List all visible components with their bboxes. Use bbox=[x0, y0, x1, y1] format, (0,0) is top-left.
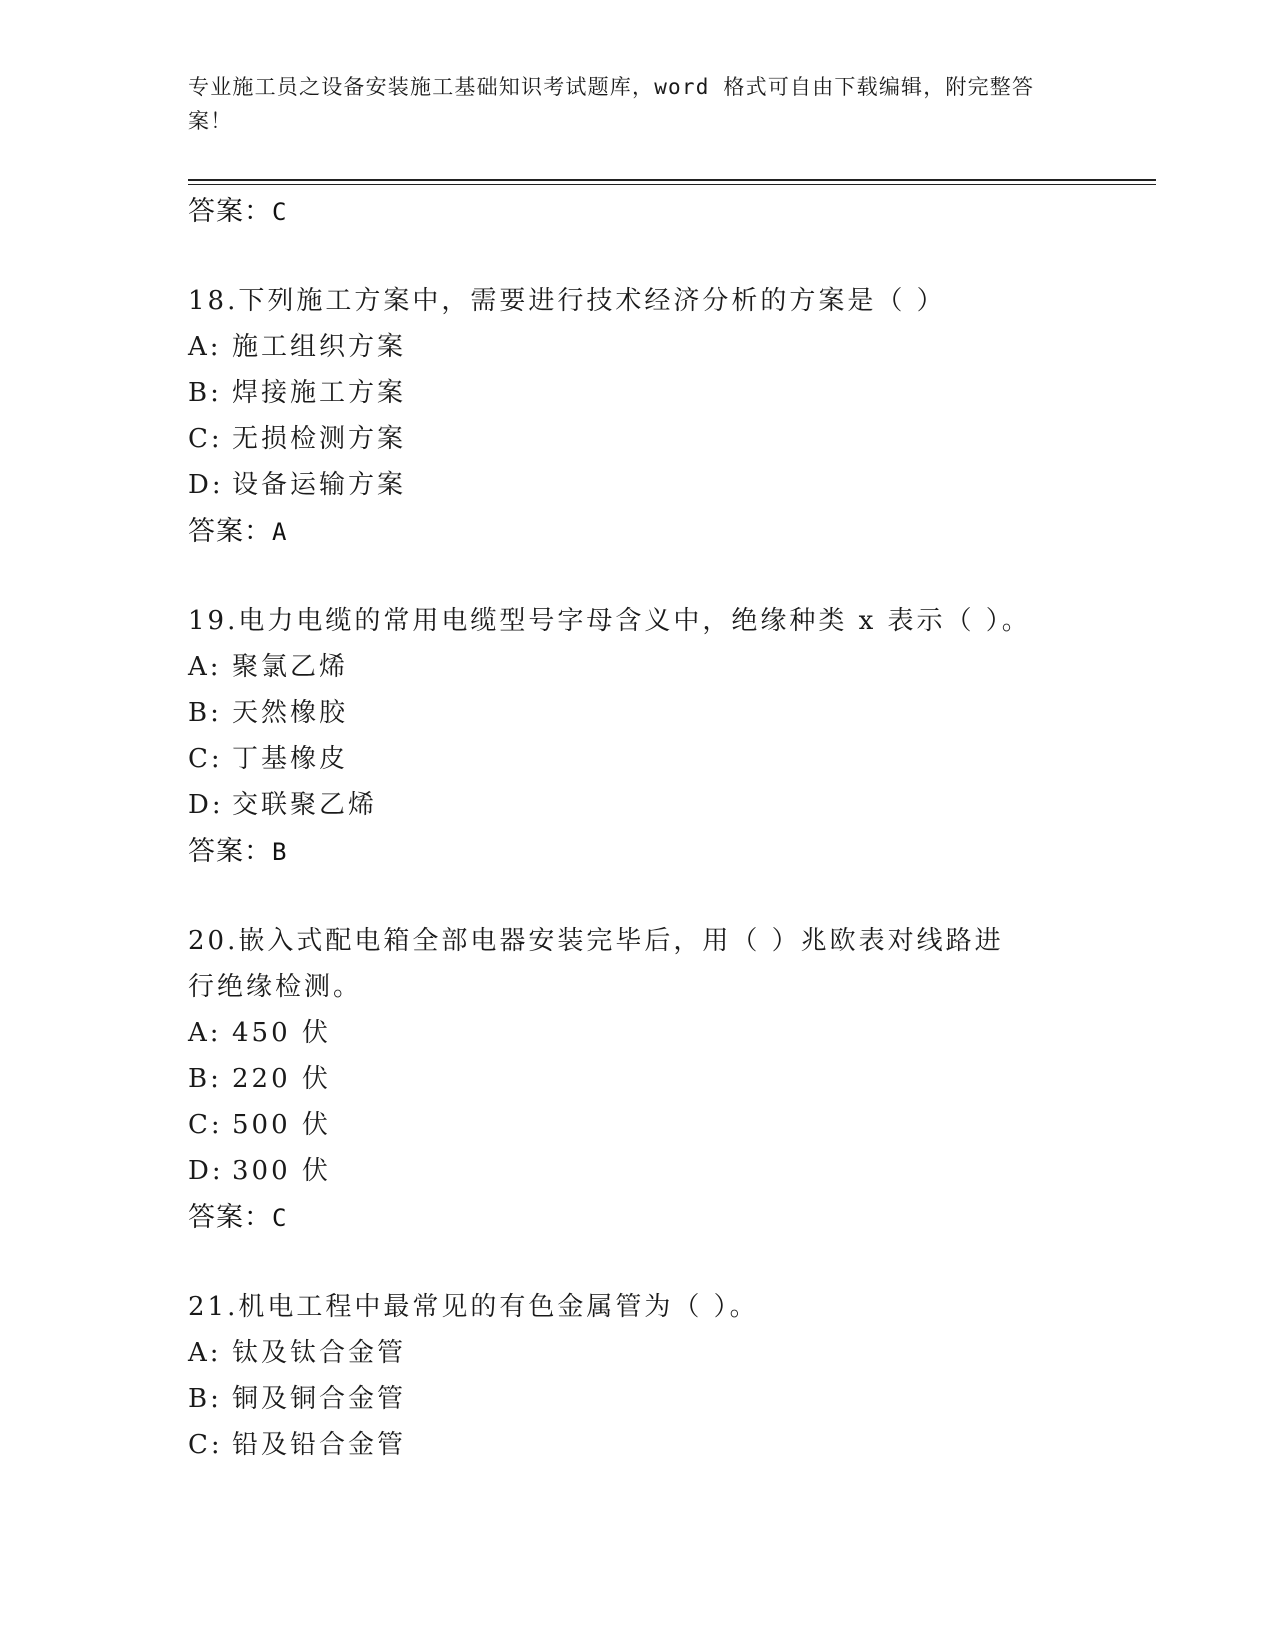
answer-value: B bbox=[272, 838, 288, 866]
option-d bbox=[188, 462, 1088, 508]
question-item bbox=[188, 278, 1088, 554]
option-text: 铅及铅合金管 bbox=[232, 1430, 407, 1460]
option-text: 钛及钛合金管 bbox=[232, 1338, 407, 1368]
question-list bbox=[188, 188, 1088, 1468]
page-header: 专业施工员之设备安装施工基础知识考试题库，word 格式可自由下载编辑，附完整答案！ bbox=[188, 75, 1035, 133]
answer-label: 答案： bbox=[188, 836, 272, 866]
answer-line bbox=[188, 1194, 1088, 1240]
option-text: 天然橡胶 bbox=[232, 698, 349, 728]
option-text: 220 伏 bbox=[232, 1064, 331, 1094]
option-c bbox=[188, 416, 1088, 462]
option-c bbox=[188, 1422, 1088, 1468]
option-text: 设备运输方案 bbox=[232, 470, 407, 500]
option-text: 500 伏 bbox=[232, 1110, 331, 1140]
option-text: 交联聚乙烯 bbox=[232, 790, 378, 820]
question-text: 19.电力电缆的常用电缆型号字母含义中，绝缘种类 x 表示（ ）。 bbox=[188, 606, 1031, 636]
question-text: 20.嵌入式配电箱全部电器安装完毕后，用（ ）兆欧表对线路进行绝缘检测。 bbox=[188, 926, 1004, 1002]
option-text: 300 伏 bbox=[232, 1156, 331, 1186]
option-letter: A: bbox=[188, 1338, 222, 1368]
option-text: 450 伏 bbox=[232, 1018, 331, 1048]
header-rule-thick bbox=[188, 179, 1156, 181]
answer-line bbox=[188, 188, 1088, 234]
answer-value: C bbox=[272, 198, 288, 226]
answer-value: A bbox=[272, 518, 288, 546]
option-b bbox=[188, 1376, 1088, 1422]
option-text: 铜及铜合金管 bbox=[232, 1384, 407, 1414]
option-text: 丁基橡皮 bbox=[232, 744, 349, 774]
answer-value: C bbox=[272, 1204, 288, 1232]
header-rule-thin bbox=[188, 184, 1156, 185]
option-b bbox=[188, 1056, 1088, 1102]
option-d bbox=[188, 782, 1088, 828]
option-d bbox=[188, 1148, 1088, 1194]
option-letter: A: bbox=[188, 332, 222, 362]
question-item bbox=[188, 918, 1088, 1240]
answer-label: 答案： bbox=[188, 516, 272, 546]
option-a bbox=[188, 1330, 1088, 1376]
answer-line bbox=[188, 828, 1088, 874]
option-text: 施工组织方案 bbox=[232, 332, 407, 362]
question-item bbox=[188, 1284, 1088, 1468]
question-item bbox=[188, 598, 1088, 874]
option-letter: C: bbox=[188, 1110, 223, 1140]
option-a bbox=[188, 644, 1088, 690]
option-c bbox=[188, 1102, 1088, 1148]
question-text: 18.下列施工方案中，需要进行技术经济分析的方案是（ ） bbox=[188, 286, 946, 316]
option-letter: C: bbox=[188, 424, 223, 454]
option-letter: D: bbox=[188, 790, 224, 820]
option-text: 聚氯乙烯 bbox=[232, 652, 349, 682]
option-letter: A: bbox=[188, 652, 222, 682]
option-letter: B: bbox=[188, 1384, 222, 1414]
answer-label: 答案： bbox=[188, 1202, 272, 1232]
option-a bbox=[188, 1010, 1088, 1056]
option-letter: B: bbox=[188, 698, 222, 728]
option-letter: D: bbox=[188, 470, 224, 500]
option-letter: D: bbox=[188, 1156, 224, 1186]
option-b bbox=[188, 690, 1088, 736]
option-text: 焊接施工方案 bbox=[232, 378, 407, 408]
option-b bbox=[188, 370, 1088, 416]
option-a bbox=[188, 324, 1088, 370]
option-letter: A: bbox=[188, 1018, 222, 1048]
answer-label: 答案： bbox=[188, 196, 272, 226]
option-c bbox=[188, 736, 1088, 782]
option-text: 无损检测方案 bbox=[232, 424, 407, 454]
option-letter: C: bbox=[188, 744, 223, 774]
answer-line bbox=[188, 508, 1088, 554]
option-letter: C: bbox=[188, 1430, 223, 1460]
option-letter: B: bbox=[188, 378, 222, 408]
option-letter: B: bbox=[188, 1064, 222, 1094]
question-text: 21.机电工程中最常见的有色金属管为（ ）。 bbox=[188, 1292, 759, 1322]
